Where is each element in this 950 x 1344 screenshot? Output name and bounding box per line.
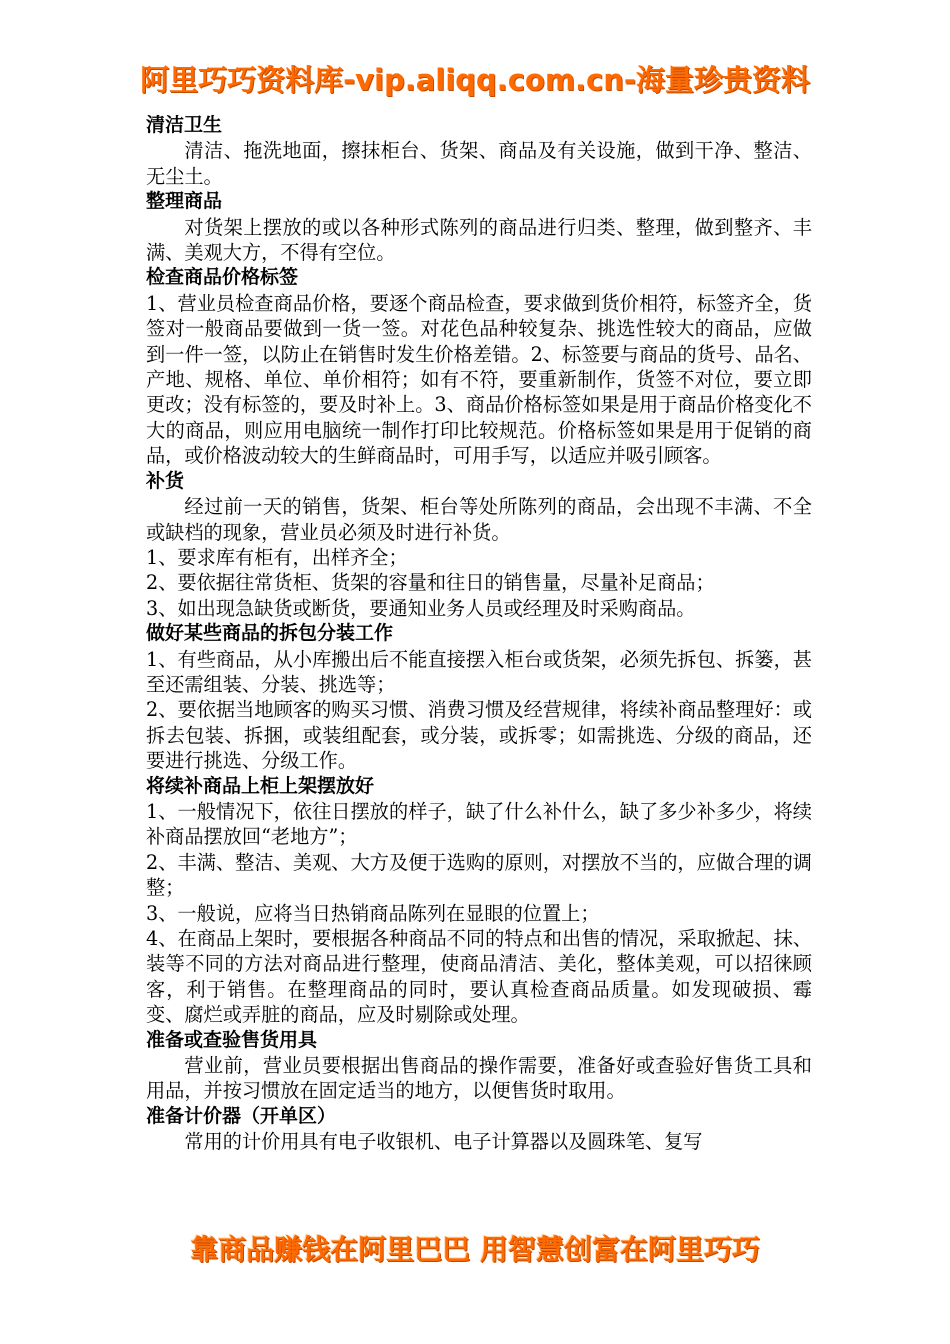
section-heading: 做好某些商品的拆包分装工作 (146, 622, 394, 645)
section-cleaning (146, 113, 812, 189)
list-item: 3、如出现急缺货或断货，要通知业务人员或经理及时采购商品。 (146, 596, 696, 620)
paragraph: 1、营业员检查商品价格，要逐个商品检查，要求做到货价相符，标签齐全，货签对一般商品要做到一货一签。对花色品种较复杂、挑选性较大的商品，应做到一件一签，以防止在销售时发生价格差错。2、标签要与商品的货号、品名、产地、规格、单位、单价相符；如有不符，要重新制作，货签不对位，要立即更改；没有标签的，要及时补上。3、商品价格标签如果是用于商品价格变化不大的商品，则应用电脑统一制作打印比较规范。价格标签如果是用于促销的商品，或价格波动较大的生鲜商品时，可用手写，以适应并吸引顾客。 (146, 291, 812, 468)
paragraph: 营业前，营业员要根据出售商品的操作需要，准备好或查验好售货工具和用品，并按习惯放在固定适当的地方，以便售货时取用。 (146, 1054, 812, 1103)
list-item: 1、有些商品，从小库搬出后不能直接摆入柜台或货架，必须先拆包、拆篓，甚至还需组装、分装、挑选等； (146, 647, 812, 696)
section-heading: 检查商品价格标签 (146, 266, 299, 289)
section-unpacking (146, 621, 812, 773)
section-arrange-goods (146, 189, 812, 265)
paragraph: 经过前一天的销售，货架、柜台等处所陈列的商品，会出现不丰满、不全或缺档的现象，营业员必须及时进行补货。 (146, 495, 812, 544)
list-item: 1、要求库有柜有，出样齐全； (146, 545, 408, 569)
document-body (146, 113, 812, 1155)
section-shelving (146, 774, 812, 1028)
list-item: 2、要依据当地顾客的购买习惯、消费习惯及经营规律，将续补商品整理好：或拆去包装、拆捆，或装组配套，或分装，或拆零；如需挑选、分级的商品，还要进行挑选、分级工作。 (146, 698, 812, 773)
list-item: 2、丰满、整洁、美观、大方及便于选购的原则，对摆放不当的，应做合理的调整； (146, 850, 812, 900)
section-restock (146, 469, 812, 621)
section-heading: 补货 (146, 469, 185, 492)
section-price-labels (146, 265, 812, 468)
section-heading: 清洁卫生 (146, 114, 223, 136)
list-item: 2、要依据往常货柜、货架的容量和往日的销售量，尽量补足商品； (146, 571, 715, 595)
section-heading: 准备计价器（开单区） (146, 1104, 337, 1127)
header-banner: 阿里巧巧资料库-vip.aliqq.com.cn-海量珍贵资料 (140, 63, 810, 97)
paragraph: 对货架上摆放的或以各种形式陈列的商品进行归类、整理，做到整齐、丰满、美观大方，不得有空位。 (146, 215, 812, 265)
section-pricing-device (146, 1104, 812, 1155)
footer-banner: 靠商品赚钱在阿里巴巴 用智慧创富在阿里巧巧 (190, 1233, 760, 1266)
section-heading: 将续补商品上柜上架摆放好 (146, 774, 375, 797)
paragraph: 常用的计价用具有电子收银机、电子计算器以及圆珠笔、复写 (184, 1130, 703, 1154)
list-item: 1、一般情况下，依往日摆放的样子，缺了什么补什么，缺了多少补多少，将续补商品摆放回“老地方”； (146, 799, 812, 849)
list-item: 4、在商品上架时，要根据各种商品不同的特点和出售的情况，采取掀起、抹、装等不同的方法对商品进行整理，使商品清洁、美化，整体美观，可以招徕顾客，利于销售。在整理商品的同时，要认真检查商品质量。如发现破损、霉变、腐烂或弄脏的商品，应及时剔除或处理。 (146, 927, 812, 1027)
section-sales-tools (146, 1028, 812, 1104)
list-item: 3、一般说，应将当日热销商品陈列在显眼的位置上； (146, 901, 600, 925)
paragraph: 清洁、拖洗地面，擦抹柜台、货架、商品及有关设施，做到干净、整洁、无尘土。 (146, 139, 812, 188)
section-heading: 准备或查验售货用具 (146, 1028, 318, 1051)
section-heading: 整理商品 (146, 190, 223, 213)
